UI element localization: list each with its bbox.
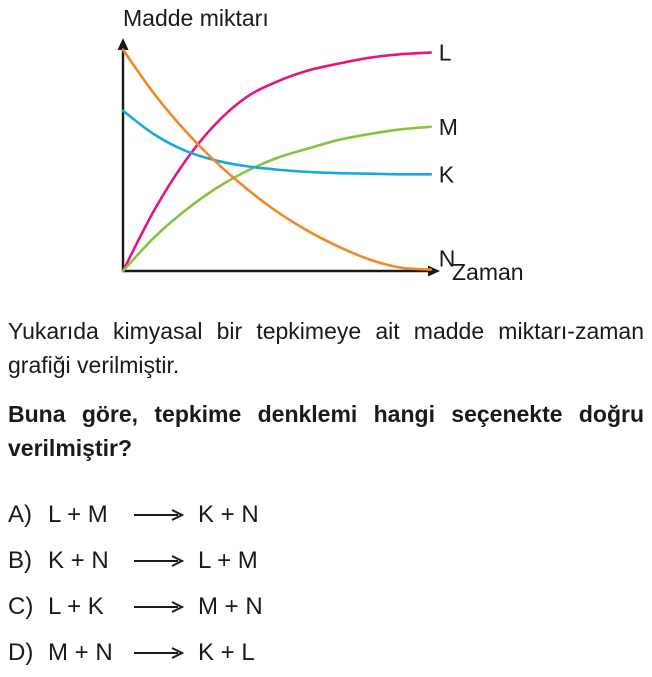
option-products: K + N <box>198 501 259 528</box>
option-products: L + M <box>198 547 258 574</box>
option-c[interactable] <box>8 590 263 624</box>
question-prompt: Buna göre, tepkime denklemi hangi seçenekte doğru verilmiştir? <box>8 401 644 461</box>
option-letter: D) <box>8 639 34 666</box>
y-axis-label: Madde miktarı <box>123 5 269 31</box>
option-a[interactable] <box>8 498 259 532</box>
reaction-arrow-icon <box>134 544 198 578</box>
reaction-arrow-icon <box>134 498 198 532</box>
series-line-l <box>123 53 431 271</box>
series-line-m <box>123 127 431 271</box>
series-label-l: L <box>438 39 452 66</box>
reaction-arrow-icon <box>134 636 198 670</box>
option-letter: C) <box>8 593 34 620</box>
question-intro: Yukarıda kimyasal bir tepkimeye ait madde miktarı-zaman grafiği verilmiştir. <box>8 318 644 378</box>
option-d[interactable] <box>8 636 255 670</box>
series-label-m: M <box>438 113 458 140</box>
option-letter: B) <box>8 547 32 574</box>
option-products: M + N <box>198 593 263 620</box>
option-reactants: M + N <box>48 639 113 666</box>
y-axis-arrowhead <box>118 38 129 50</box>
chart <box>0 0 652 300</box>
option-reactants: K + N <box>48 547 109 574</box>
series-label-n: N <box>438 245 456 272</box>
series-label-k: K <box>438 161 455 188</box>
series-layer <box>123 40 458 272</box>
option-products: K + L <box>198 639 255 666</box>
series-line-k <box>123 111 431 175</box>
option-reactants: L + K <box>48 593 104 620</box>
option-reactants: L + M <box>48 501 108 528</box>
option-letter: A) <box>8 501 32 528</box>
x-axis-label: Zaman <box>452 259 524 285</box>
reaction-arrow-icon <box>134 590 198 624</box>
option-b[interactable] <box>8 544 258 578</box>
